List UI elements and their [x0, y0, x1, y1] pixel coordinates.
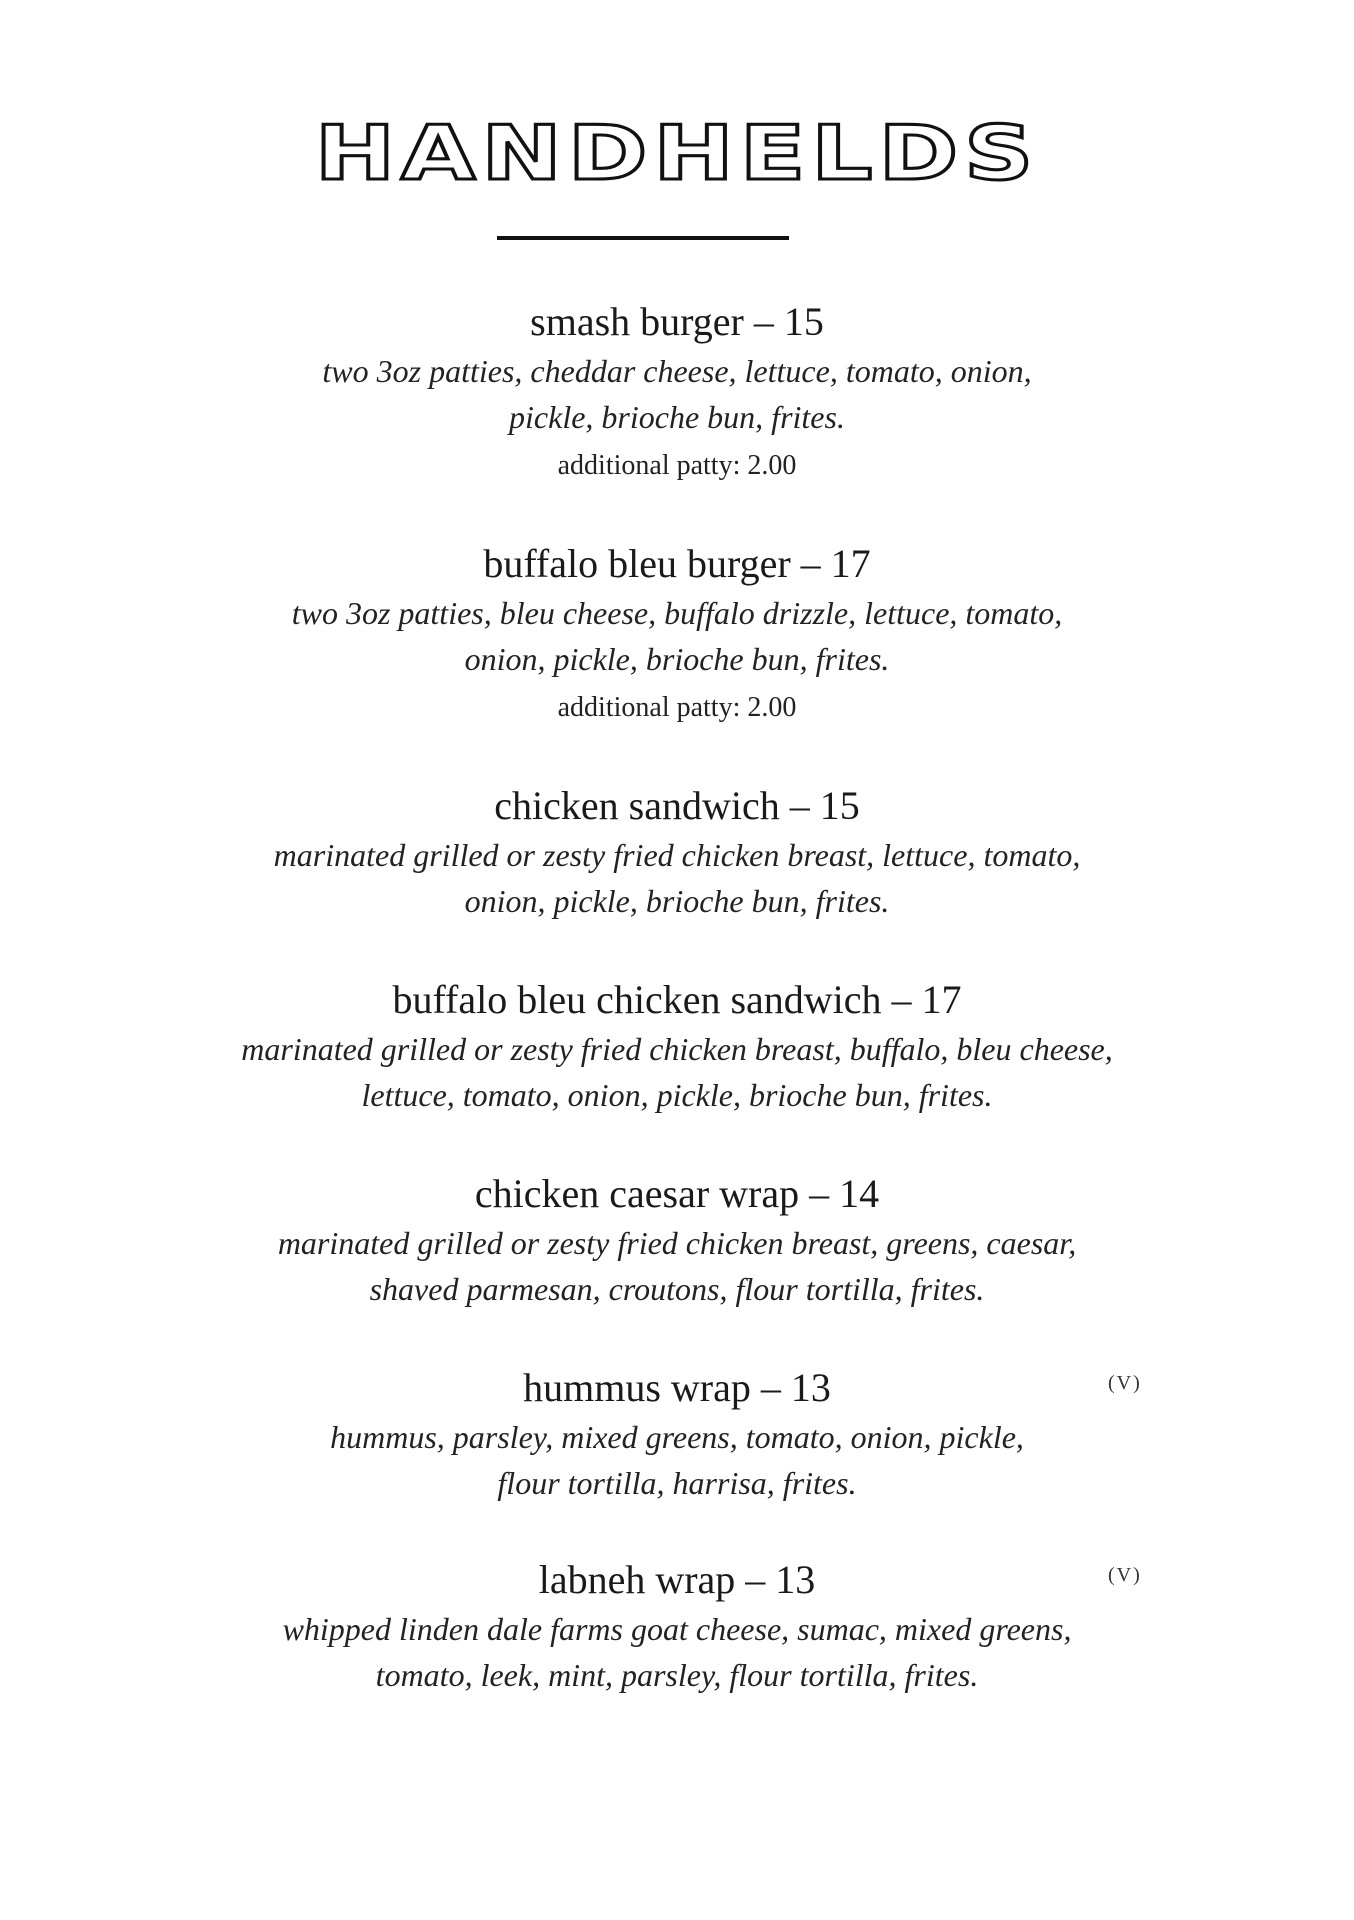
menu-item-name: chicken caesar wrap – 14 [474, 1171, 880, 1216]
menu-item-extra: additional patty: 2.00 [557, 450, 797, 481]
menu-item-buffalo-bleu-burger [0, 540, 1354, 730]
menu-item-description: marinated grilled or zesty fried chicken breast, buffalo, bleu cheese, lettuce, tomato, onion, pickle, brioche bun, frites. [241, 1031, 1113, 1113]
menu-item-name: smash burger – 15 [530, 299, 824, 344]
menu-item-description: hummus, parsley, mixed greens, tomato, onion, pickle, flour tortilla, harrisa, frites. [330, 1419, 1024, 1501]
title-underline [497, 236, 789, 240]
menu-item-name: buffalo bleu burger – 17 [483, 541, 871, 586]
menu-item-extra: additional patty: 2.00 [557, 692, 797, 723]
menu-item-smash-burger [0, 298, 1354, 488]
menu-item-chicken-caesar-wrap [0, 1170, 1354, 1312]
menu-item-buffalo-bleu-chicken-sandwich [0, 976, 1354, 1118]
menu-item-description: marinated grilled or zesty fried chicken breast, greens, caesar, shaved parmesan, croutons, flour tortilla, frites. [277, 1225, 1077, 1307]
menu-item-hummus-wrap [0, 1364, 1354, 1506]
menu-item-description: marinated grilled or zesty fried chicken breast, lettuce, tomato, onion, pickle, brioche bun, frites. [273, 837, 1081, 919]
vegetarian-tag: (V) [1108, 1372, 1142, 1394]
menu-item-name: buffalo bleu chicken sandwich – 17 [392, 977, 962, 1022]
page-title: HANDHELDS [314, 109, 1040, 198]
title-container [0, 109, 1354, 212]
menu-item-name: labneh wrap – 13 [538, 1557, 816, 1602]
vegetarian-tag: (V) [1108, 1564, 1142, 1586]
menu-item-description: two 3oz patties, cheddar cheese, lettuce, tomato, onion, pickle, brioche bun, frites. [322, 353, 1032, 435]
menu-item-description: whipped linden dale farms goat cheese, sumac, mixed greens, tomato, leek, mint, parsley, flour tortilla, frites. [282, 1611, 1072, 1693]
menu-item-chicken-sandwich [0, 782, 1354, 924]
menu-item-description: two 3oz patties, bleu cheese, buffalo drizzle, lettuce, tomato, onion, pickle, brioche bun, frites. [291, 595, 1063, 677]
menu-item-labneh-wrap [0, 1556, 1354, 1698]
menu-item-name: chicken sandwich – 15 [494, 783, 860, 828]
menu-item-name: hummus wrap – 13 [523, 1365, 831, 1410]
